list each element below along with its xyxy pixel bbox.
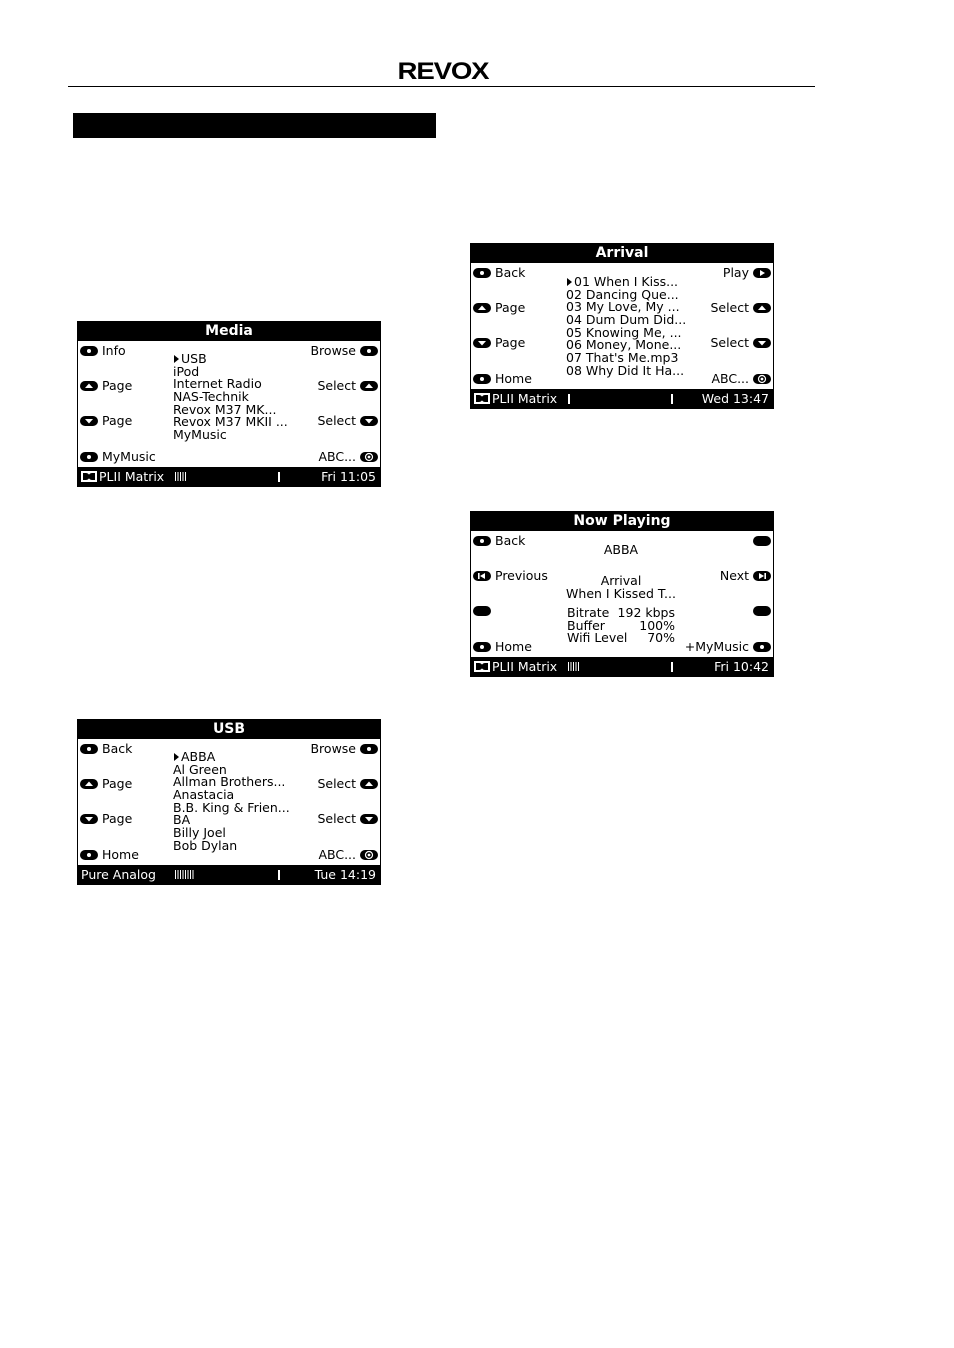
media-list [173,353,288,442]
softkey-select-down[interactable] [317,415,378,428]
softkey-back[interactable] [473,267,525,280]
list-item[interactable]: ABBA [173,751,290,764]
balance-marker [278,472,280,482]
dot-key-icon [80,346,98,356]
softkey-label: Select [317,776,356,791]
softkey-page-down[interactable] [80,813,132,826]
blank-key-icon [753,606,771,616]
dolby-icon [81,471,97,482]
list-item[interactable]: Anastacia [173,787,235,803]
volume-meter [175,472,187,481]
arrow-up-icon [360,381,378,391]
list-item[interactable]: 03 My Love, My ... [566,299,680,315]
softkey-label: Back [495,533,526,548]
softkey-info[interactable] [80,345,126,358]
buffer-value: 100% [639,617,675,633]
list-item[interactable]: USB [173,353,288,366]
target-key-icon [753,374,771,384]
list-item[interactable]: BA [173,812,191,828]
list-item[interactable]: 04 Dum Dum Did... [566,312,687,328]
list-item[interactable]: MyMusic [173,427,227,443]
softkey-home[interactable] [473,641,532,654]
album-name: Arrival [600,573,642,588]
arrow-up-icon [80,381,98,391]
list-item[interactable]: Bob Dylan [173,837,238,853]
wifi-label: Wifi Level [567,630,628,646]
softkey-back[interactable] [80,743,132,756]
arrow-down-icon [753,338,771,348]
softkey-label: Select [710,300,749,315]
screen-title: Now Playing [471,512,773,531]
softkey-label: ABC... [711,371,749,386]
dot-key-icon [360,744,378,754]
softkey-page-up[interactable] [80,778,132,791]
clock: Tue 14:19 [314,867,376,882]
surround-mode: PLII Matrix [492,659,558,674]
softkey-label: Page [495,300,526,315]
arrow-up-icon [360,779,378,789]
volume-meter [568,662,580,671]
status-bar [471,389,773,408]
softkey-label: Page [102,811,133,826]
usb-list [173,751,290,853]
screen-title: USB [78,720,380,739]
arrow-down-icon [473,338,491,348]
arrow-down-icon [360,814,378,824]
list-item[interactable]: 07 That's Me.mp3 [566,350,679,366]
dot-key-icon [360,346,378,356]
balance-marker [671,394,673,404]
softkey-label: ABC... [318,449,356,464]
section-heading-bar [73,113,436,138]
softkey-select-down[interactable] [710,337,771,350]
list-item[interactable]: NAS-Technik [173,389,249,405]
surround-mode: Pure Analog [81,867,156,882]
target-key-icon [360,850,378,860]
softkey-label: MyMusic [102,449,156,464]
list-item[interactable]: Allman Brothers... [173,774,286,790]
wifi-value: 70% [647,630,675,646]
surround-mode: PLII Matrix [99,469,165,484]
dot-key-icon [473,642,491,652]
softkey-label: Back [102,741,133,756]
status-bar [471,657,773,676]
target-key-icon [360,452,378,462]
cursor-triangle-icon [173,354,180,364]
list-item[interactable]: 01 When I Kiss... [566,276,686,289]
softkey-blank-right[interactable] [749,605,771,618]
status-bar [78,865,380,884]
softkey-select-up[interactable] [710,302,771,315]
list-item[interactable]: 05 Knowing Me, ... [566,324,682,340]
dot-key-icon [80,452,98,462]
list-item[interactable]: B.B. King & Frien... [173,799,290,815]
softkey-browse[interactable] [310,743,378,756]
softkey-label: Page [102,413,133,428]
screen-title: Media [78,322,380,341]
softkey-label: Select [710,335,749,350]
softkey-select-down[interactable] [317,813,378,826]
dot-key-icon [753,642,771,652]
softkey-label: Select [317,378,356,393]
usb-screen [77,719,381,885]
volume-marker [568,394,570,404]
softkey-label: Page [102,776,133,791]
list-item[interactable]: Revox M37 MK... [173,401,277,417]
softkey-label: +MyMusic [684,639,749,654]
softkey-page-down[interactable] [473,337,525,350]
softkey-label: Select [317,413,356,428]
arrow-up-icon [753,303,771,313]
arrow-down-icon [360,416,378,426]
list-item[interactable]: Internet Radio [173,376,262,392]
list-item[interactable]: 08 Why Did It Ha... [566,362,685,378]
softkey-label: ABC... [318,847,356,862]
cursor-triangle-icon [566,277,573,287]
softkey-label: Home [102,847,139,862]
softkey-mymusic[interactable] [80,451,156,464]
softkey-label: Info [102,343,126,358]
list-item[interactable]: 02 Dancing Que... [566,286,679,302]
list-item[interactable]: iPod [173,363,200,379]
softkey-abc[interactable] [711,373,771,386]
softkey-label: Home [495,371,532,386]
softkey-abc[interactable] [318,451,378,464]
arrow-down-icon [80,814,98,824]
balance-marker [278,870,280,880]
softkey-page-down[interactable] [80,415,132,428]
clock: Fri 11:05 [321,469,376,484]
clock: Fri 10:42 [714,659,769,674]
softkey-label: Previous [495,568,548,583]
softkey-abc[interactable] [318,849,378,862]
softkey-page-up[interactable] [473,302,525,315]
softkey-play[interactable] [723,267,771,280]
softkey-add-mymusic[interactable] [685,641,771,654]
softkey-label: Home [495,639,532,654]
softkey-label: Page [102,378,133,393]
softkey-label: Play [722,265,749,280]
bitrate-label: Bitrate [567,605,610,620]
balance-marker [671,662,673,672]
list-item[interactable]: Billy Joel [173,825,226,841]
cursor-triangle-icon [173,752,180,762]
header-rule [68,86,815,87]
clock: Wed 13:47 [701,391,769,406]
softkey-blank-left[interactable] [473,605,495,618]
list-item[interactable]: Al Green [173,761,227,777]
softkey-select-up[interactable] [317,380,378,393]
list-item[interactable]: 06 Money, Mone... [566,337,682,353]
play-key-icon [753,268,771,278]
softkey-select-up[interactable] [317,778,378,791]
softkey-label: Page [495,335,526,350]
stream-info [567,607,675,645]
dolby-icon [474,661,490,672]
artist-name: ABBA [603,542,639,557]
screen-title: Arrival [471,244,773,263]
bitrate-value: 192 kbps [617,605,675,620]
list-item[interactable]: Revox M37 MKII ... [173,414,288,430]
media-screen [77,321,381,487]
softkey-label: Back [495,265,526,280]
dot-key-icon [473,374,491,384]
surround-mode: PLII Matrix [492,391,558,406]
dot-key-icon [80,850,98,860]
now-playing-screen [470,511,774,677]
softkey-label: Browse [310,741,356,756]
track-list [566,276,686,378]
softkey-label: Next [719,568,749,583]
arrow-down-icon [80,416,98,426]
dot-key-icon [473,268,491,278]
dot-key-icon [80,744,98,754]
arrow-up-icon [473,303,491,313]
dolby-icon [474,393,490,404]
blank-key-icon [473,606,491,616]
status-bar [78,467,380,486]
arrow-up-icon [80,779,98,789]
softkey-browse[interactable] [310,345,378,358]
revox-logo: REVOX [397,58,489,85]
softkey-label: Browse [310,343,356,358]
arrival-screen [470,243,774,409]
softkey-label: Select [317,811,356,826]
softkey-home[interactable] [473,373,532,386]
softkey-home[interactable] [80,849,139,862]
softkey-page-up[interactable] [80,380,132,393]
volume-meter [175,870,195,879]
buffer-label: Buffer [567,617,605,633]
track-name: When I Kissed T... [566,586,676,601]
